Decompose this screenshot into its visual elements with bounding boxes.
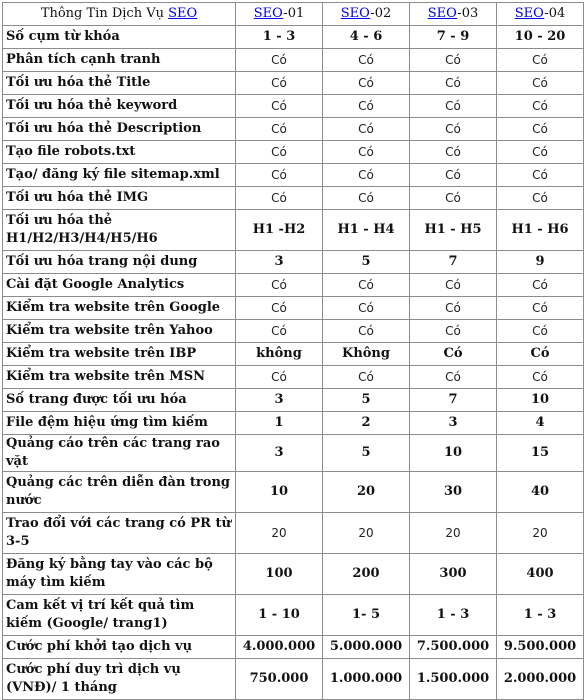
row-value-package-2: Có xyxy=(323,187,409,209)
row-label: Tạo file robots.txt xyxy=(3,141,235,163)
row-value-package-4: Có xyxy=(497,343,583,365)
row-value-package-4: 40 xyxy=(497,472,583,512)
row-label: Cài đặt Google Analytics xyxy=(3,274,235,296)
table-row xyxy=(3,210,583,250)
row-value-package-4: Có xyxy=(497,141,583,163)
header-row xyxy=(3,3,583,25)
table-row xyxy=(3,513,583,553)
row-value-package-4: Có xyxy=(497,164,583,186)
row-value-package-2: 20 xyxy=(323,513,409,553)
row-label: Quảng các trên diễn đàn trong nước xyxy=(3,472,235,512)
row-value-package-3: Có xyxy=(410,343,496,365)
row-value-package-4: Có xyxy=(497,49,583,71)
row-value-package-2: Có xyxy=(323,297,409,319)
row-value-package-2: Có xyxy=(323,141,409,163)
table-row xyxy=(3,164,583,186)
row-label: Tối ưu hóa thẻ IMG xyxy=(3,187,235,209)
row-label: Kiểm tra website trên MSN xyxy=(3,366,235,388)
row-value-package-1: H1 -H2 xyxy=(236,210,322,250)
row-value-package-1: 3 xyxy=(236,389,322,411)
row-value-package-4: 10 - 20 xyxy=(497,26,583,48)
row-value-package-3: Có xyxy=(410,320,496,342)
row-value-package-1: 1 xyxy=(236,412,322,434)
row-value-package-1: Có xyxy=(236,95,322,117)
table-row xyxy=(3,636,583,658)
row-value-package-3: H1 - H5 xyxy=(410,210,496,250)
row-label: Cước phí khởi tạo dịch vụ xyxy=(3,636,235,658)
row-value-package-4: 9 xyxy=(497,251,583,273)
row-value-package-3: 7 - 9 xyxy=(410,26,496,48)
row-value-package-2: 1.000.000 xyxy=(323,659,409,699)
row-value-package-4: H1 - H6 xyxy=(497,210,583,250)
header-seo-link[interactable]: SEO xyxy=(168,6,198,21)
row-value-package-1: Có xyxy=(236,164,322,186)
row-label: Tối ưu hóa thẻ H1/H2/H3/H4/H5/H6 xyxy=(3,210,235,250)
row-label: Quảng cáo trên các trang rao vặt xyxy=(3,435,235,471)
header-package-2 xyxy=(323,3,409,25)
row-value-package-3: Có xyxy=(410,141,496,163)
row-value-package-1: Có xyxy=(236,187,322,209)
row-value-package-4: Có xyxy=(497,95,583,117)
row-value-package-1: Có xyxy=(236,274,322,296)
package-3-suffix: -03 xyxy=(457,6,479,21)
row-value-package-2: 1- 5 xyxy=(323,595,409,635)
table-row xyxy=(3,49,583,71)
package-1-seo-link[interactable]: SEO xyxy=(253,6,284,21)
package-2-seo-link[interactable]: SEO xyxy=(340,6,371,21)
row-value-package-1: Có xyxy=(236,49,322,71)
table-row xyxy=(3,118,583,140)
table-row xyxy=(3,472,583,512)
row-value-package-4: Có xyxy=(497,320,583,342)
row-label: Kiểm tra website trên Yahoo xyxy=(3,320,235,342)
row-value-package-2: H1 - H4 xyxy=(323,210,409,250)
row-label: Phân tích cạnh tranh xyxy=(3,49,235,71)
header-title: Thông Tin Dịch Vụ xyxy=(40,6,169,21)
package-4-seo-link[interactable]: SEO xyxy=(514,6,545,21)
row-value-package-3: Có xyxy=(410,187,496,209)
table-row xyxy=(3,187,583,209)
row-value-package-3: Có xyxy=(410,164,496,186)
table-row xyxy=(3,389,583,411)
package-3-seo-link[interactable]: SEO xyxy=(427,6,458,21)
row-value-package-3: 20 xyxy=(410,513,496,553)
row-label: Đăng ký bằng tay vào các bộ máy tìm kiếm xyxy=(3,554,235,594)
header-package-3 xyxy=(410,3,496,25)
row-label: Số cụm từ khóa xyxy=(3,26,235,48)
row-value-package-4: Có xyxy=(497,72,583,94)
row-label: Tối ưu hóa trang nội dung xyxy=(3,251,235,273)
row-value-package-4: Có xyxy=(497,118,583,140)
table-row xyxy=(3,141,583,163)
row-value-package-3: 10 xyxy=(410,435,496,471)
row-value-package-4: 20 xyxy=(497,513,583,553)
table-row xyxy=(3,595,583,635)
row-value-package-2: Có xyxy=(323,320,409,342)
row-value-package-4: 2.000.000 xyxy=(497,659,583,699)
row-value-package-1: Có xyxy=(236,297,322,319)
table-row xyxy=(3,26,583,48)
package-2-suffix: -02 xyxy=(370,6,392,21)
row-value-package-4: 9.500.000 xyxy=(497,636,583,658)
table-row xyxy=(3,72,583,94)
row-value-package-3: Có xyxy=(410,49,496,71)
row-value-package-2: 20 xyxy=(323,472,409,512)
row-value-package-4: Có xyxy=(497,187,583,209)
row-value-package-2: Có xyxy=(323,366,409,388)
row-label: Tối ưu hóa thẻ Description xyxy=(3,118,235,140)
row-value-package-3: Có xyxy=(410,274,496,296)
table-row xyxy=(3,554,583,594)
row-value-package-1: 3 xyxy=(236,251,322,273)
row-value-package-3: Có xyxy=(410,297,496,319)
row-label: Tạo/ đăng ký file sitemap.xml xyxy=(3,164,235,186)
row-value-package-1: 10 xyxy=(236,472,322,512)
row-value-package-2: Có xyxy=(323,164,409,186)
row-value-package-2: 5.000.000 xyxy=(323,636,409,658)
row-value-package-2: Có xyxy=(323,118,409,140)
row-label: Trao đổi với các trang có PR từ 3-5 xyxy=(3,513,235,553)
row-value-package-4: 15 xyxy=(497,435,583,471)
row-value-package-1: 4.000.000 xyxy=(236,636,322,658)
row-value-package-1: 1 - 3 xyxy=(236,26,322,48)
row-value-package-3: Có xyxy=(410,118,496,140)
table-row xyxy=(3,320,583,342)
row-value-package-3: 1 - 3 xyxy=(410,595,496,635)
row-value-package-4: Có xyxy=(497,366,583,388)
row-label: Cam kết vị trí kết quả tìm kiếm (Google/ trang1) xyxy=(3,595,235,635)
header-package-1 xyxy=(236,3,322,25)
package-1-suffix: -01 xyxy=(283,6,305,21)
row-value-package-2: 200 xyxy=(323,554,409,594)
row-value-package-2: 5 xyxy=(323,389,409,411)
package-4-suffix: -04 xyxy=(544,6,566,21)
row-value-package-1: Có xyxy=(236,72,322,94)
row-label: Tối ưu hóa thẻ Title xyxy=(3,72,235,94)
row-label: Kiểm tra website trên Google xyxy=(3,297,235,319)
row-value-package-3: 1.500.000 xyxy=(410,659,496,699)
header-title-cell xyxy=(3,3,235,25)
row-value-package-1: 100 xyxy=(236,554,322,594)
row-value-package-2: 5 xyxy=(323,435,409,471)
row-value-package-3: 7 xyxy=(410,389,496,411)
row-value-package-1: Có xyxy=(236,141,322,163)
row-value-package-2: Có xyxy=(323,95,409,117)
header-package-4 xyxy=(497,3,583,25)
table-row xyxy=(3,412,583,434)
row-value-package-3: 7 xyxy=(410,251,496,273)
row-label: Cước phí duy trì dịch vụ (VNĐ)/ 1 tháng xyxy=(3,659,235,699)
table-row xyxy=(3,366,583,388)
seo-service-table xyxy=(2,2,584,700)
row-label: Kiểm tra website trên IBP xyxy=(3,343,235,365)
table-row xyxy=(3,95,583,117)
row-label: Số trang được tối ưu hóa xyxy=(3,389,235,411)
row-value-package-2: Có xyxy=(323,49,409,71)
row-value-package-1: 20 xyxy=(236,513,322,553)
table-row xyxy=(3,659,583,699)
row-value-package-2: Không xyxy=(323,343,409,365)
row-value-package-1: Có xyxy=(236,366,322,388)
table-row xyxy=(3,251,583,273)
row-value-package-3: Có xyxy=(410,95,496,117)
table-row xyxy=(3,343,583,365)
row-value-package-2: 2 xyxy=(323,412,409,434)
row-value-package-4: 1 - 3 xyxy=(497,595,583,635)
row-value-package-2: Có xyxy=(323,274,409,296)
row-value-package-2: 5 xyxy=(323,251,409,273)
row-value-package-3: Có xyxy=(410,366,496,388)
row-value-package-4: Có xyxy=(497,274,583,296)
table-row xyxy=(3,297,583,319)
row-value-package-4: 10 xyxy=(497,389,583,411)
row-value-package-3: Có xyxy=(410,72,496,94)
row-value-package-3: 7.500.000 xyxy=(410,636,496,658)
row-value-package-1: không xyxy=(236,343,322,365)
table-row xyxy=(3,435,583,471)
row-value-package-4: 400 xyxy=(497,554,583,594)
row-value-package-3: 3 xyxy=(410,412,496,434)
row-value-package-1: 750.000 xyxy=(236,659,322,699)
row-value-package-3: 300 xyxy=(410,554,496,594)
row-value-package-2: Có xyxy=(323,72,409,94)
table-row xyxy=(3,274,583,296)
row-value-package-1: Có xyxy=(236,320,322,342)
row-value-package-3: 30 xyxy=(410,472,496,512)
row-value-package-4: 4 xyxy=(497,412,583,434)
row-label: Tối ưu hóa thẻ keyword xyxy=(3,95,235,117)
row-value-package-4: Có xyxy=(497,297,583,319)
row-value-package-2: 4 - 6 xyxy=(323,26,409,48)
row-label: File đệm hiệu ứng tìm kiếm xyxy=(3,412,235,434)
row-value-package-1: Có xyxy=(236,118,322,140)
row-value-package-1: 1 - 10 xyxy=(236,595,322,635)
row-value-package-1: 3 xyxy=(236,435,322,471)
